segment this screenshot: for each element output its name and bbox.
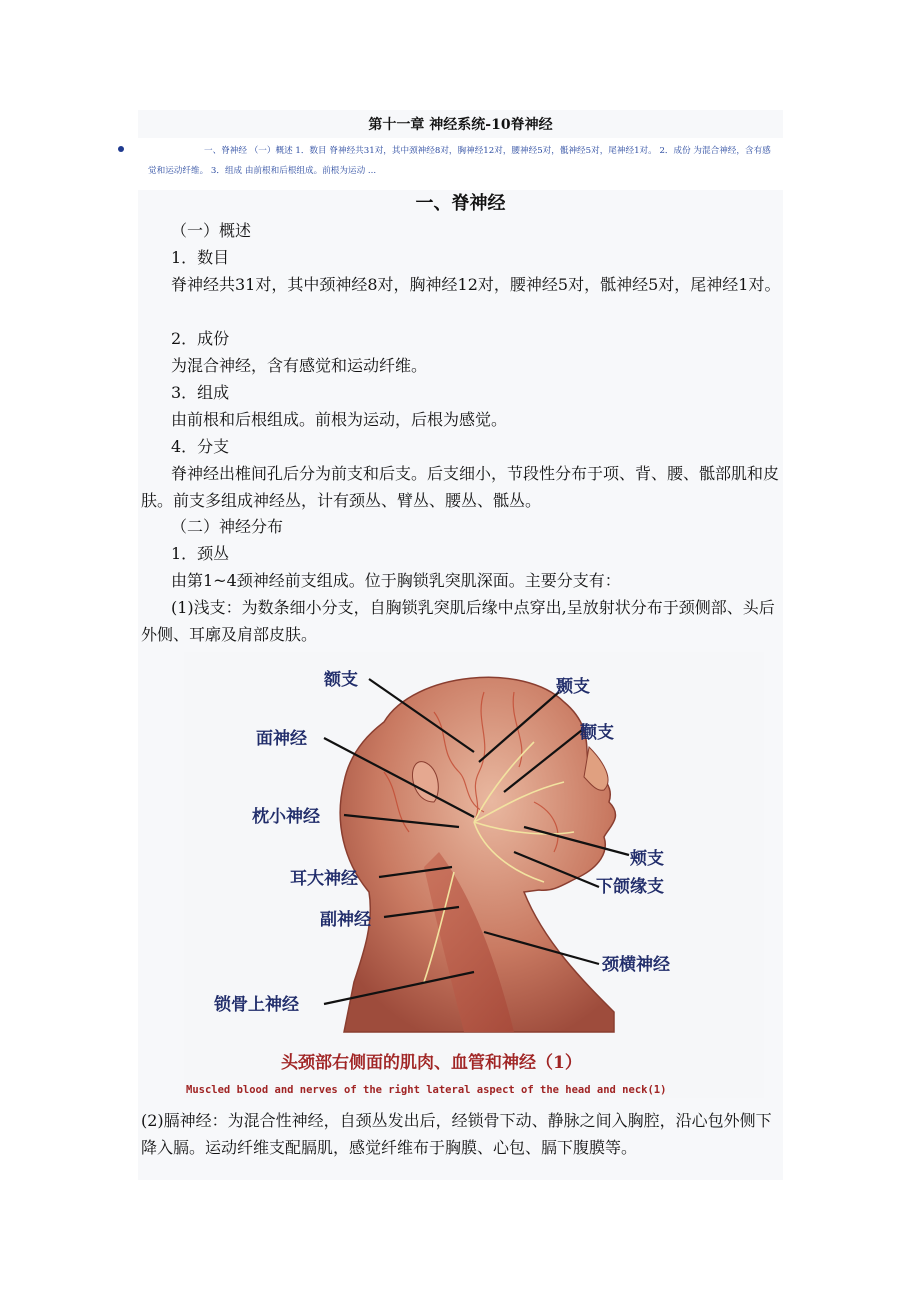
count-text: 脊神经共31对，其中颈神经8对，胸神经12对，腰神经5对，骶神经5对，尾神经1对。	[171, 275, 781, 294]
label-accessory: 副神经	[320, 910, 371, 930]
label-lesser-occipital: 枕小神经	[252, 807, 320, 827]
branches-text: 脊神经出椎间孔后分为前支和后支。后支细小，节段性分布于项、背、腰、骶部肌和皮肤。前支多组成神经丛，计有颈丛、臂丛、腰丛、骶丛。	[141, 464, 780, 510]
section-heading: 一、脊神经	[415, 193, 506, 214]
branches-heading: 4．分支	[171, 437, 230, 456]
label-frontal: 额支	[324, 670, 358, 690]
label-zygomatic: 颧支	[580, 723, 614, 743]
label-facial-nerve: 面神经	[256, 729, 307, 749]
label-temporal: 颞支	[556, 677, 590, 697]
anatomy-figure	[184, 652, 764, 1098]
cervical-text: 由第1~4颈神经前支组成。位于胸锁乳突肌深面。主要分支有：	[171, 571, 621, 590]
structure-text: 由前根和后根组成。前根为运动，后根为感觉。	[171, 410, 508, 429]
label-great-auricular: 耳大神经	[290, 869, 358, 889]
composition-text: 为混合神经，含有感觉和运动纤维。	[171, 356, 428, 375]
structure-heading: 3．组成	[171, 383, 230, 402]
bullet-dot	[118, 146, 124, 152]
summary-snippet[interactable]: 一、脊神经 （一）概述 1．数目 脊神经共31对，其中颈神经8对，胸神经12对，腰神经5对，骶神经5对，尾神经1对。 2．成份 为混合神经，含有感觉和运动纤维。 3．组成 由前根和后根组成。前根为运动 ...	[148, 146, 771, 176]
count-heading: 1．数目	[171, 248, 230, 267]
figure-caption-en: Muscled blood and nerves of the right lateral aspect of the head and neck(1)	[186, 1084, 667, 1096]
label-transverse-cervical: 颈横神经	[602, 955, 670, 975]
distribution-heading: （二）神经分布	[171, 517, 284, 536]
composition-heading: 2．成份	[171, 329, 230, 348]
phrenic-nerve-text: (2)膈神经：为混合性神经，自颈丛发出后，经锁骨下动、静脉之间入胸腔，沿心包外侧下降入膈。运动纤维支配膈肌，感觉纤维布于胸膜、心包、膈下腹膜等。	[141, 1111, 772, 1157]
label-buccal: 颊支	[630, 849, 664, 869]
overview-heading: （一）概述	[171, 221, 252, 240]
figure-caption-cn: 头颈部右侧面的肌肉、血管和神经（1）	[281, 1053, 582, 1073]
label-supraclavicular: 锁骨上神经	[214, 995, 299, 1015]
cervical-heading: 1．颈丛	[171, 544, 230, 563]
head-neck-illustration	[184, 652, 764, 1098]
superficial-branch-text: (1)浅支：为数条细小分支，自胸锁乳突肌后缘中点穿出,呈放射状分布于颈侧部、头后外侧、耳廓及肩部皮肤。	[141, 598, 775, 644]
page-title: 第十一章 神经系统-10脊神经	[368, 117, 553, 133]
label-mandibular-margin: 下颌缘支	[596, 877, 664, 897]
